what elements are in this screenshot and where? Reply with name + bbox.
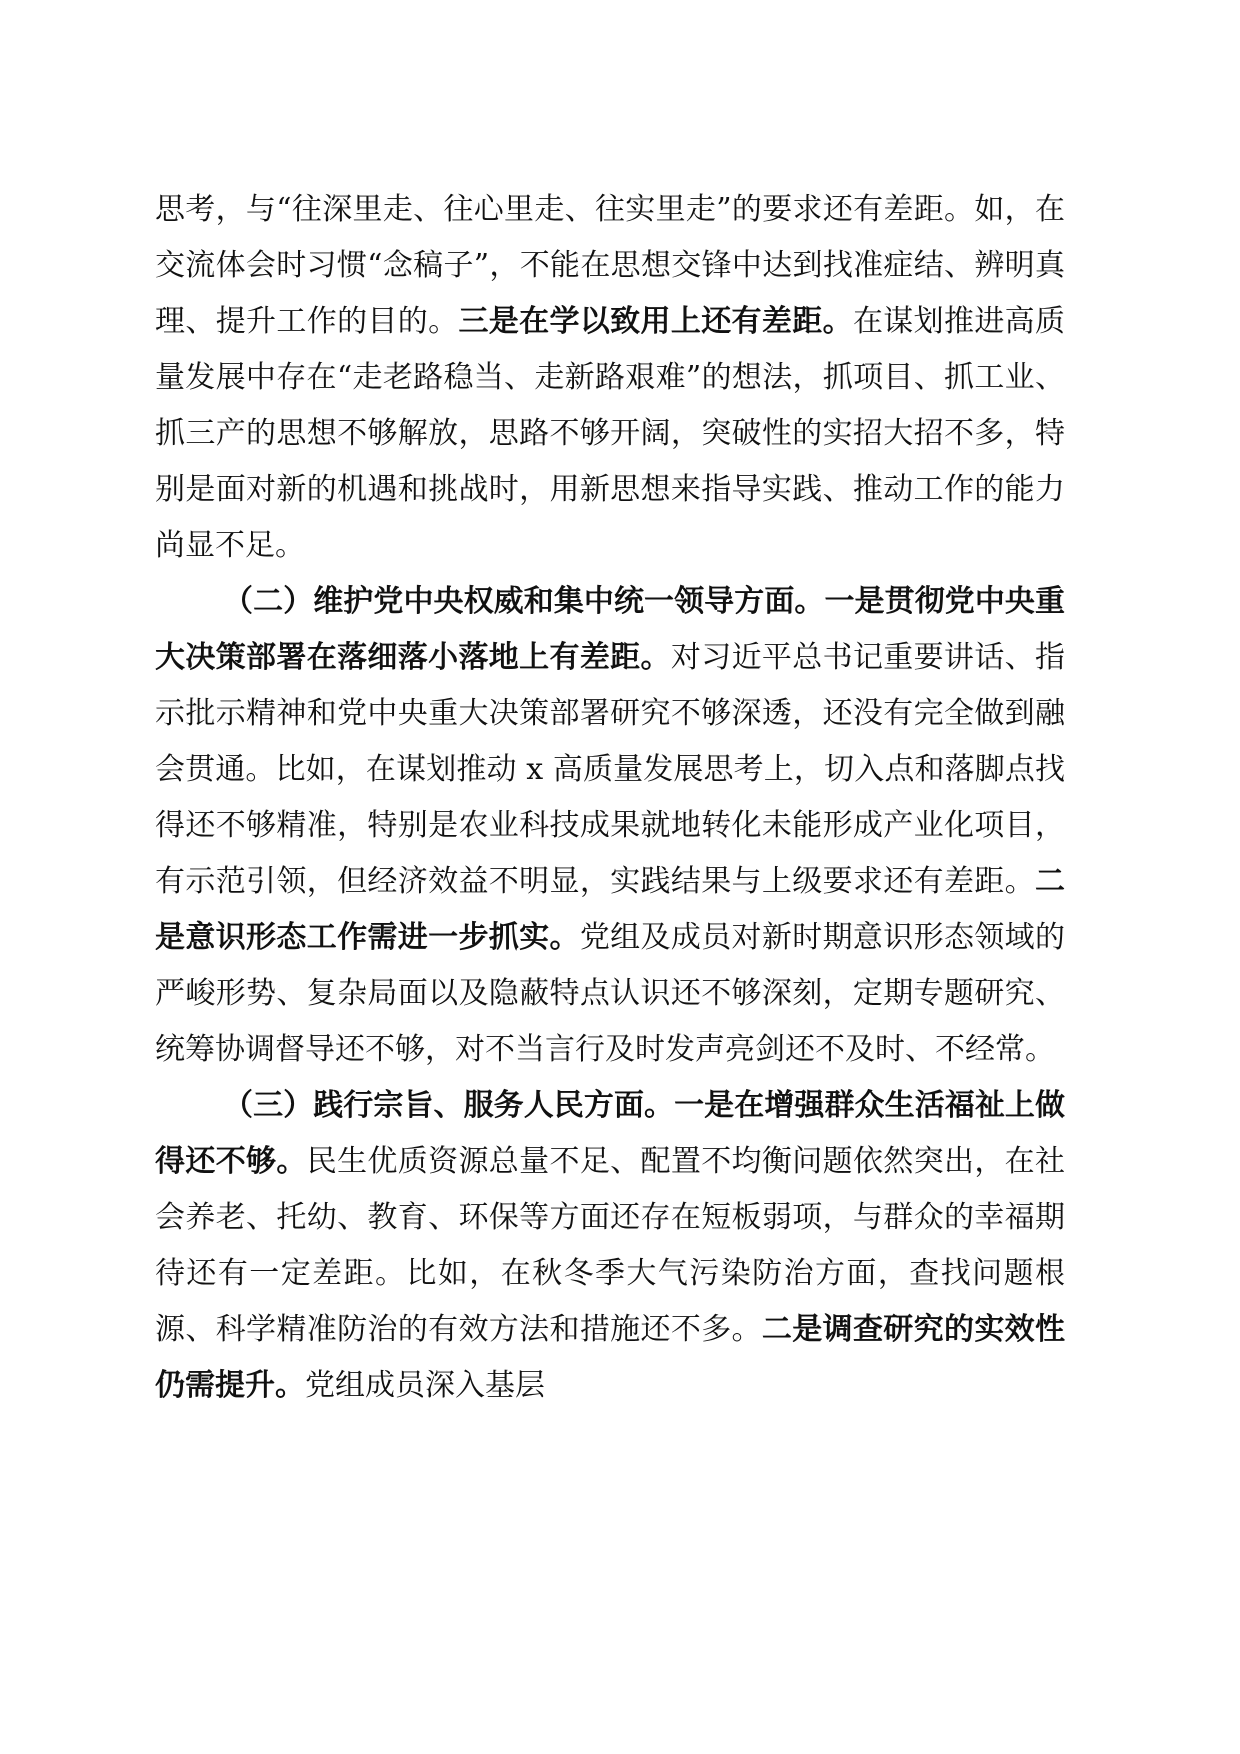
section-three-subheading-2: 二是调查研究的实效性仍需提升。 (155, 1312, 1066, 1403)
section-three-text-1: 民生优质资源总量不足、配置不均衡问题依然突出，在社会养老、托幼、教育、环保等方面还存在短板弱项，与群众的幸福期待还有一定差距。比如，在秋冬季大气污染防治方面，查找问题根源、科学精准防治的有效方法和措施还不多。 (155, 1144, 1066, 1347)
paragraph-1-continuation (155, 182, 1065, 574)
paragraph-1-text-2: 在谋划推进高质量发展中存在“走老路稳当、走新路艰难”的想法，抓项目、抓工业、抓三产的思想不够解放，思路不够开阔，突破性的实招大招不多，特别是面对新的机遇和挑战时，用新思想来指导实践、推动工作的能力尚显不足。 (155, 304, 1066, 563)
paragraph-3-section-three (155, 1078, 1065, 1414)
paragraph-1-text-1: 思考，与“往深里走、往心里走、往实里走”的要求还有差距。如，在交流体会时习惯“念稿子”，不能在思想交锋中达到找准症结、辨明真理、提升工作的目的。 (155, 192, 1065, 339)
section-two-heading: （二）维护党中央权威和集中统一领导方面。一是贯彻党中央重大决策部署在落细落小落地上有差距。 (155, 584, 1065, 675)
document-body (155, 182, 1065, 1414)
section-three-text-2: 党组成员深入基层 (305, 1368, 545, 1403)
section-two-text-1: 对习近平总书记重要讲话、指示批示精神和党中央重大决策部署研究不够深透，还没有完全做到融会贯通。比如，在谋划推动 x 高质量发展思考上，切入点和落脚点找得还不够精准，特别是农业科技成果就地转化未能形成产业化项目，有示范引领，但经济效益不明显，实践结果与上级要求还有差距。 (155, 640, 1066, 899)
paragraph-2-section-two (155, 574, 1065, 1078)
section-three-heading: （三）践行宗旨、服务人民方面。一是在增强群众生活福祉上做得还不够。 (155, 1088, 1065, 1179)
paragraph-1-bold-heading-3: 三是在学以致用上还有差距。 (458, 304, 853, 339)
section-two-text-2: 党组及成员对新时期意识形态领域的严峻形势、复杂局面以及隐蔽特点认识还不够深刻，定期专题研究、统筹协调督导还不够，对不当言行及时发声亮剑还不及时、不经常。 (155, 920, 1066, 1067)
section-two-subheading-2: 二是意识形态工作需进一步抓实。 (155, 864, 1065, 955)
